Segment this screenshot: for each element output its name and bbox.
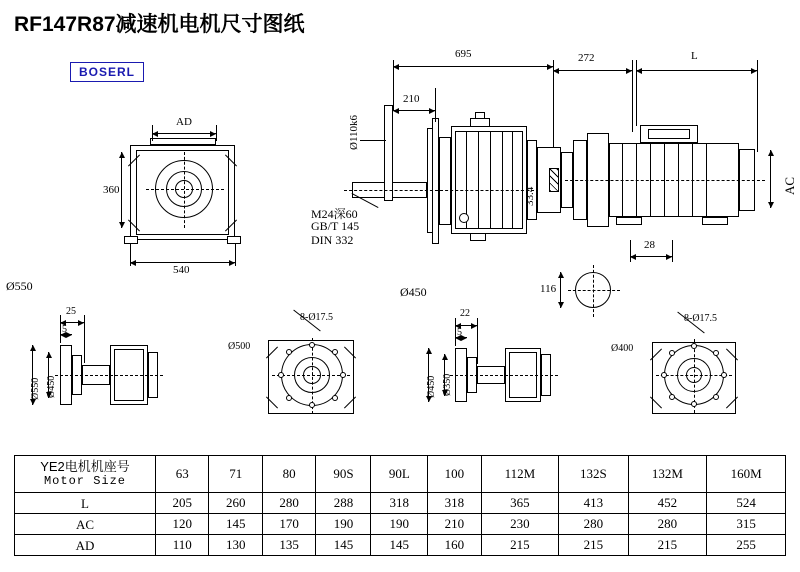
ext-272-right xyxy=(632,60,633,132)
table-cell: 318 xyxy=(371,493,428,514)
vd-hole-4 xyxy=(713,394,719,400)
ext-210-right xyxy=(435,88,436,122)
table-cell: 365 xyxy=(481,493,559,514)
ext-210-left xyxy=(393,88,394,110)
motor-centerline xyxy=(565,180,765,181)
table-cell: 524 xyxy=(707,493,786,514)
label-dia450: Ø450 xyxy=(400,285,427,299)
table-cell: 280 xyxy=(559,514,628,535)
gearbox-rib-5 xyxy=(512,131,513,229)
vd-hole-8 xyxy=(721,372,727,378)
table-cell: 215 xyxy=(559,535,628,556)
table-cell: 452 xyxy=(628,493,707,514)
dim-210-line xyxy=(393,110,435,111)
vb-hole-1 xyxy=(286,349,292,355)
table-row xyxy=(15,493,786,514)
ext-540-right xyxy=(235,244,236,266)
dim-L-label: L xyxy=(691,50,698,62)
dim-25-label: 25 xyxy=(66,306,76,317)
table-row xyxy=(15,514,786,535)
ext-28-right xyxy=(672,240,673,262)
label-holes-left: 8-Ø17.5 xyxy=(300,312,334,323)
table-col-header: 71 xyxy=(209,456,262,493)
dim-334-label: 33.4 xyxy=(524,186,536,206)
table-col-header: 132S xyxy=(559,456,628,493)
ext-25-right xyxy=(84,315,85,363)
motor-foot-left xyxy=(616,217,642,225)
table-col-header: 112M xyxy=(481,456,559,493)
dim-ad-label: AD xyxy=(176,116,192,128)
page-title: RF147R87减速机电机尺寸图纸 xyxy=(14,13,305,36)
dim-540-label: 540 xyxy=(173,264,190,276)
table-cell: 280 xyxy=(628,514,707,535)
label-holes-right: 8-Ø17.5 xyxy=(684,313,718,324)
table-cell: 190 xyxy=(316,514,371,535)
gearbox-rib-4 xyxy=(502,131,503,229)
table-cell: 210 xyxy=(428,514,481,535)
ext-22-right xyxy=(477,318,478,364)
dim-dia350-label: Ø350 xyxy=(442,373,453,396)
table-col-header: 63 xyxy=(156,456,209,493)
label-dia550: Ø550 xyxy=(6,279,33,293)
motor-foot-right xyxy=(702,217,728,225)
note-thread-2: GB/T 145 xyxy=(311,219,360,233)
vd-hole-6 xyxy=(691,401,697,407)
key-section-centerline-v xyxy=(593,265,594,317)
dim-dia110-label: Ø110k6 xyxy=(348,114,360,150)
dim-dia450-label: Ø450 xyxy=(46,375,57,398)
table-cell: 413 xyxy=(559,493,628,514)
note-thread-1: M24深60 xyxy=(311,207,358,221)
table-cell: 160 xyxy=(428,535,481,556)
va-centerline xyxy=(55,375,163,376)
dim-210-label: 210 xyxy=(403,93,420,105)
dim-695-label: 695 xyxy=(455,48,472,60)
table-cell: 255 xyxy=(707,535,786,556)
vd-hole-3 xyxy=(669,394,675,400)
gearbox-top-boss xyxy=(470,118,490,127)
vb-hole-3 xyxy=(286,395,292,401)
header-label-en: Motor Size xyxy=(43,474,126,488)
table-col-header: 132M xyxy=(628,456,707,493)
label-dia500: Ø500 xyxy=(228,341,251,352)
table-col-header: 100 xyxy=(428,456,481,493)
gearbox-rib-2 xyxy=(478,131,479,229)
top-pad xyxy=(150,138,216,145)
table-cell: 120 xyxy=(156,514,209,535)
dim-AC-label: AC xyxy=(782,176,797,195)
table-cell: 145 xyxy=(371,535,428,556)
vb-hole-7 xyxy=(278,372,284,378)
terminal-box-lid xyxy=(648,129,690,139)
table-cell: 215 xyxy=(628,535,707,556)
table-cell: 130 xyxy=(209,535,262,556)
ext-L-right xyxy=(757,60,758,152)
oil-sight-glass xyxy=(459,213,469,223)
dim-28-label: 28 xyxy=(644,239,655,251)
table-cell: 315 xyxy=(707,514,786,535)
dim-116-line xyxy=(560,272,561,308)
table-cell: 280 xyxy=(262,493,315,514)
vb-hole-4 xyxy=(332,395,338,401)
centerline-h xyxy=(146,189,224,190)
dim-28-line xyxy=(630,256,672,257)
shaft-step xyxy=(384,105,393,201)
dim-22-line xyxy=(455,325,477,326)
table-row xyxy=(15,535,786,556)
vb-hole-8 xyxy=(340,372,346,378)
dim-272-label: 272 xyxy=(578,52,595,64)
dim-540-line xyxy=(130,262,235,263)
table-cell: 135 xyxy=(262,535,315,556)
table-row xyxy=(15,456,786,493)
dim-ad-line xyxy=(152,133,216,134)
dim-22-label: 22 xyxy=(460,308,470,319)
key-section-centerline-h xyxy=(568,290,620,291)
adapter-left xyxy=(527,140,537,220)
dim-360-label: 360 xyxy=(103,184,120,196)
table-cell: 145 xyxy=(316,535,371,556)
centerline-v xyxy=(184,152,185,228)
gearbox-rib-3 xyxy=(490,131,491,229)
ext-ad-right xyxy=(216,125,217,141)
brand-logo: BOSERL xyxy=(70,62,144,82)
drain-plug xyxy=(470,233,486,241)
table-col-header: 160M xyxy=(707,456,786,493)
vd-hole-7 xyxy=(661,372,667,378)
vd-hole-5 xyxy=(691,343,697,349)
dim-695-line xyxy=(393,66,553,67)
dim-dia450b-label: Ø450 xyxy=(426,375,437,398)
dim-360-line xyxy=(121,152,122,228)
table-cell: 260 xyxy=(209,493,262,514)
spec-table xyxy=(14,455,786,556)
dim-L-line xyxy=(636,70,757,71)
table-cell: 170 xyxy=(262,514,315,535)
vb-hole-5 xyxy=(309,342,315,348)
dim-5b-label: 5 xyxy=(457,327,462,338)
dim-272-line xyxy=(553,70,632,71)
table-col-header: 90S xyxy=(316,456,371,493)
table-cell: 190 xyxy=(371,514,428,535)
gear-flange-rim xyxy=(432,118,439,244)
breather-plug xyxy=(475,112,485,119)
foot-left xyxy=(124,236,138,244)
foot-right xyxy=(227,236,241,244)
table-header-label xyxy=(15,456,156,493)
dim-25-line xyxy=(60,322,84,323)
table-col-header: 90L xyxy=(371,456,428,493)
label-dia400: Ø400 xyxy=(611,343,634,354)
vd-hole-1 xyxy=(669,350,675,356)
row-label-L: L xyxy=(15,493,156,514)
vb-hole-6 xyxy=(309,402,315,408)
vb-hole-2 xyxy=(332,349,338,355)
table-cell: 145 xyxy=(209,514,262,535)
dim-116-label: 116 xyxy=(540,283,557,295)
dim-dia550-label: Ø550 xyxy=(30,377,41,400)
coupling-hatched xyxy=(549,168,559,192)
dim-AC-line xyxy=(770,150,771,208)
row-label-AC: AC xyxy=(15,514,156,535)
table-cell: 205 xyxy=(156,493,209,514)
table-col-header: 80 xyxy=(262,456,315,493)
note-thread-3: DIN 332 xyxy=(311,233,354,247)
table-cell: 110 xyxy=(156,535,209,556)
row-label-AD: AD xyxy=(15,535,156,556)
leader-dia110 xyxy=(360,140,386,141)
vd-hole-2 xyxy=(713,350,719,356)
gearbox-nose xyxy=(439,137,451,225)
dim-5-label: 5 xyxy=(62,324,67,335)
header-label-cn: YE2电机机座号 xyxy=(40,459,130,474)
table-cell: 215 xyxy=(481,535,559,556)
table-cell: 230 xyxy=(481,514,559,535)
table-cell: 288 xyxy=(316,493,371,514)
shaft-centerline xyxy=(344,190,534,191)
vc-centerline xyxy=(450,375,558,376)
table-cell: 318 xyxy=(428,493,481,514)
